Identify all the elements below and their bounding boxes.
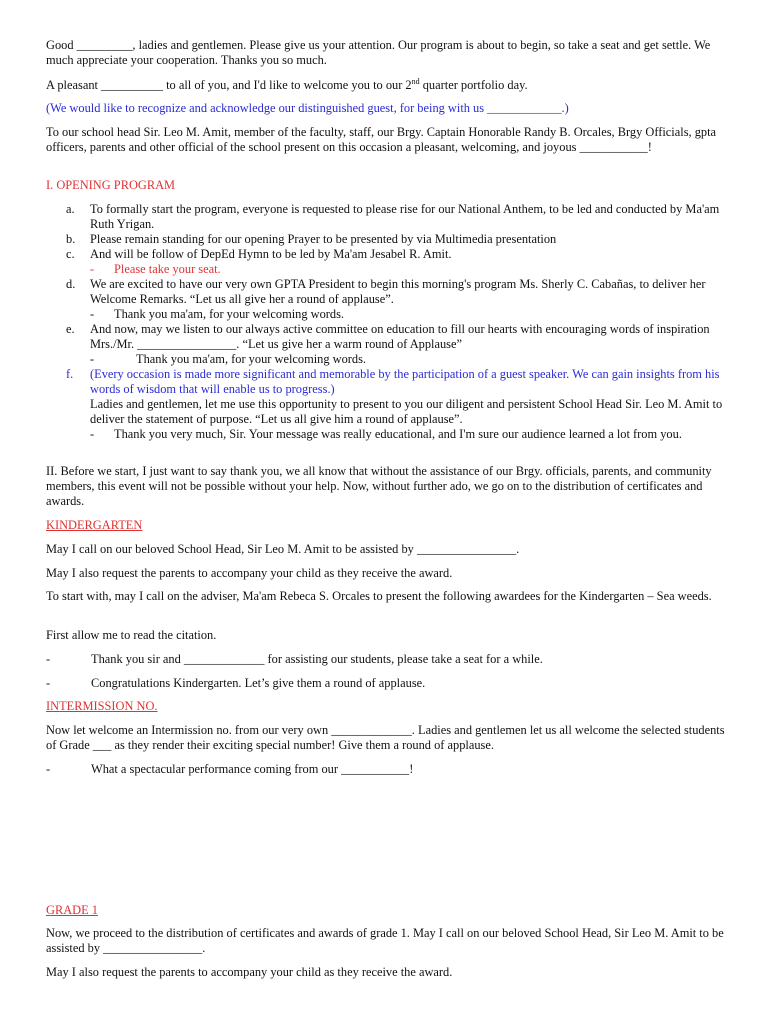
kindergarten-congrats-line [46,676,726,691]
grade-1-call-paragraph: Now, we proceed to the distribution of certificates and awards of grade 1. May I call on our beloved School Head, Sir Leo M. Amit to be assisted by ________________. [46,926,724,955]
opening-subitem-thanks-e [90,352,726,367]
subitem-marker: - [90,262,95,276]
subitem-marker: - [90,307,95,321]
intro-p2-text: A pleasant __________ to all of you, and I'd like to welcome you to our 2 [46,78,412,92]
subitem-text: Thank you ma'am, for your welcoming words. [114,307,345,321]
intro-p2-text-end: quarter portfolio day. [419,78,528,92]
opening-item-f-continued [66,397,726,427]
dash-text: Thank you sir and _____________ for assisting our students, please take a seat for a while. [91,652,543,666]
opening-subitem-thanks-f [90,427,726,442]
intermission-performance-line [46,762,726,777]
item-text: And will be follow of DepEd Hymn to be led by Ma'am Jesabel R. Amit. [90,247,452,261]
item-text: To formally start the program, everyone is requested to please rise for our National Anthem, to be led and conducted by Ma'am Ruth Yrigan. [90,202,720,231]
subitem-text: Please take your seat. [114,262,221,276]
intro-p2-superscript: nd [411,76,420,86]
item-marker: c. [66,247,75,261]
kindergarten-thanks-line [46,652,726,667]
kindergarten-citation-paragraph: First allow me to read the citation. [46,628,217,642]
dash-text: Congratulations Kindergarten. Let’s give them a round of applause. [91,676,426,690]
item-text: And now, may we listen to our always active committee on education to fill our hearts with encouraging words of inspiration Mrs./Mr. ________________. “Let us give her a warm round of Applause” [90,322,710,351]
kindergarten-heading: KINDERGARTEN [46,518,143,532]
opening-item-f [66,367,726,397]
opening-item-b [66,232,726,247]
intro-paragraph-2 [46,78,726,93]
item-text: We are excited to have our very own GPTA President to begin this morning's program Ms. Sherly C. Cabañas, to deliver her Welcome Remarks. “Let us all give her a round of applause”. [90,277,706,306]
item-text: (Every occasion is made more significant and memorable by the participation of a guest speaker. We can gain insights from his words of wisdom that will enable us to progress.) [90,367,720,396]
item-text: Please remain standing for our opening Prayer to be presented by via Multimedia presentation [90,232,557,246]
grade-1-heading: GRADE 1 [46,903,98,917]
item-marker: d. [66,277,76,291]
item-marker: a. [66,202,75,216]
opening-item-e [66,322,726,352]
kindergarten-adviser-paragraph: To start with, may I call on the adviser, Ma'am Rebeca S. Orcales to present the following awardees for the Kindergarten – Sea weeds. [46,589,712,603]
opening-item-c [66,247,726,262]
guest-note: (We would like to recognize and acknowledge our distinguished guest, for being with us ____________.) [46,101,569,115]
opening-program-heading: I. OPENING PROGRAM [46,178,176,192]
item-marker: b. [66,232,76,246]
kindergarten-parents-paragraph: May I also request the parents to accompany your child as they receive the award. [46,566,453,580]
item-text: Ladies and gentlemen, let me use this opportunity to present to you our diligent and persistent School Head Sir. Leo M. Amit to deliver the statement of purpose. “Let us all give him a round of applause”. [90,397,723,426]
intro-paragraph-1: Good _________, ladies and gentlemen. Please give us your attention. Our program is about to begin, so take a seat and get settle. We much appreciate your cooperation. Thanks you so much. [46,38,711,67]
kindergarten-call-paragraph: May I call on our beloved School Head, Sir Leo M. Amit to be assisted by ________________. [46,542,520,556]
opening-item-d [66,277,726,307]
item-marker: e. [66,322,75,336]
intro-paragraph-4: To our school head Sir. Leo M. Amit, member of the faculty, staff, our Brgy. Captain Honorable Randy B. Orcales, Brgy Officials, gpta officers, parents and other official of the school present on this occasion a pleasant, welcoming, and joyous ___________! [46,125,717,154]
item-marker: f. [66,367,74,381]
subitem-text: Thank you very much, Sir. Your message was really educational, and I'm sure our audience learned a lot from you. [114,427,682,441]
grade-1-parents-paragraph: May I also request the parents to accompany your child as they receive the award. [46,965,453,979]
subitem-marker: - [90,427,95,441]
opening-item-a [66,202,726,232]
dash-marker: - [46,652,51,666]
opening-subitem-seat [90,262,726,277]
dash-marker: - [46,676,51,690]
intermission-paragraph: Now let welcome an Intermission no. from our very own _____________. Ladies and gentlemen let us all welcome the selected students of Grade ___ as they render their exciting special number! Give them a round of applause. [46,723,725,752]
dash-text: What a spectacular performance coming from our ___________! [91,762,414,776]
dash-marker: - [46,762,51,776]
opening-subitem-thanks-d [90,307,726,322]
subitem-marker: - [90,352,95,366]
subitem-text: Thank you ma'am, for your welcoming words. [136,352,367,366]
intermission-heading: INTERMISSION NO. [46,699,158,713]
part-two-paragraph: II. Before we start, I just want to say thank you, we all know that without the assistance of our Brgy. officials, parents, and community members, this event will not be possible without your help. Now, without further ado, we go on to the distribution of certificates and awards. [46,464,712,508]
